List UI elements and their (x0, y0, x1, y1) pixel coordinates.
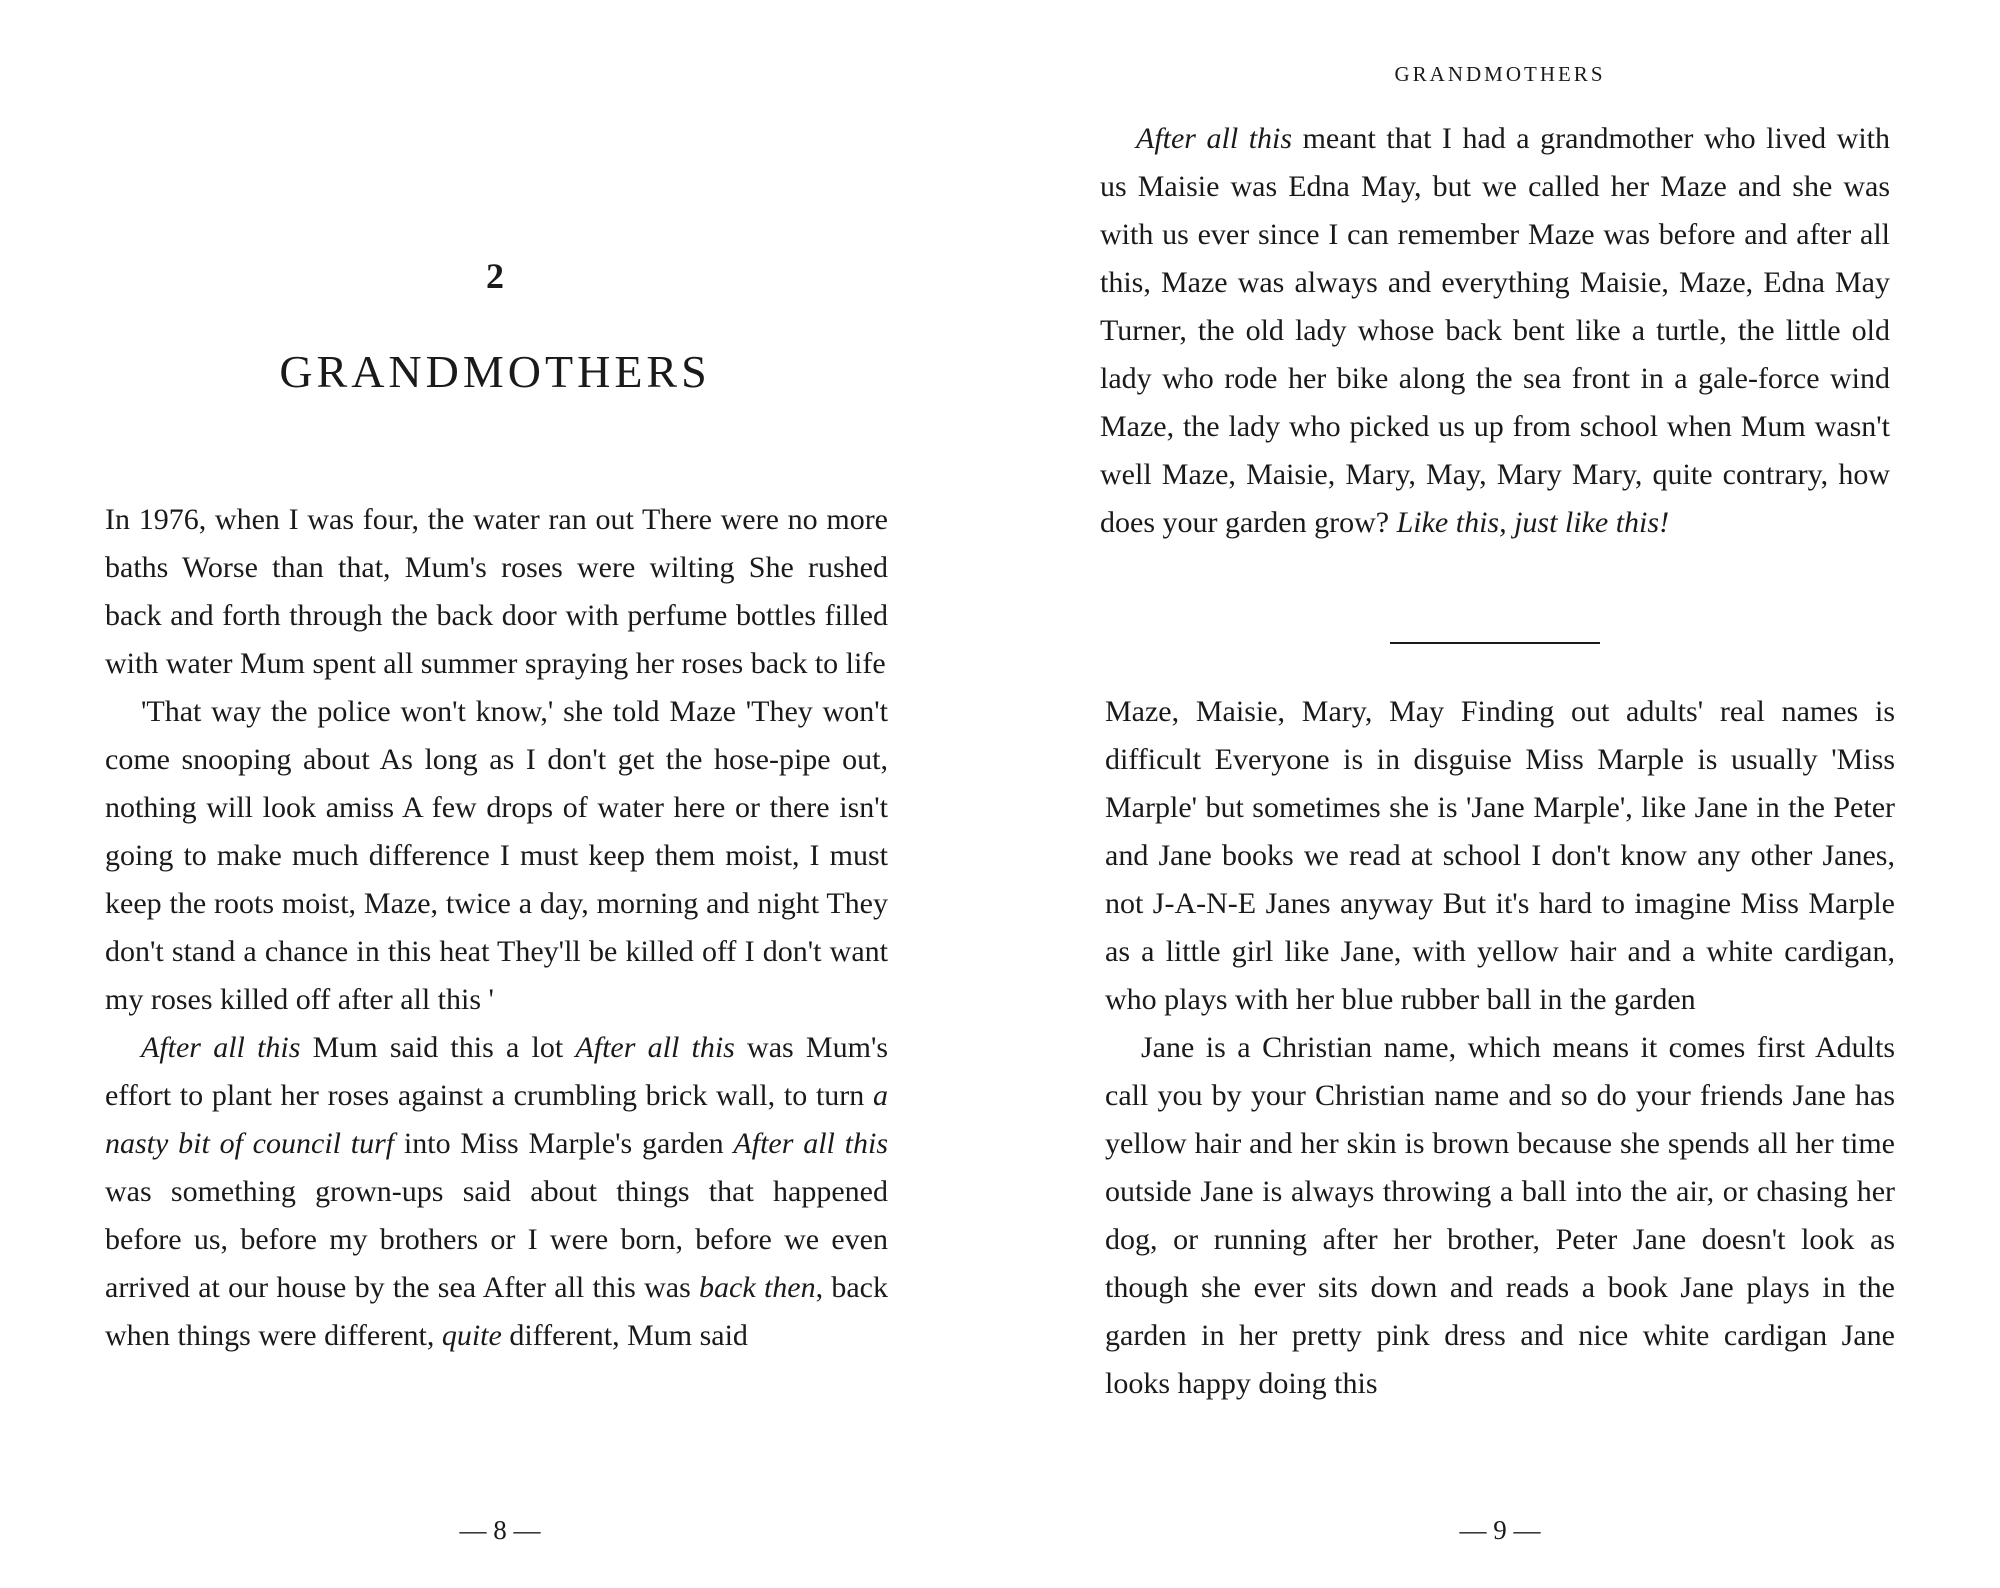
chapter-number: 2 (486, 256, 504, 296)
italic-text-run: After all this (141, 1031, 301, 1064)
page-number-right: — 9 — (1459, 1515, 1541, 1545)
paragraph (105, 496, 888, 688)
paragraph (105, 688, 888, 1024)
text-run: Maze, Maisie, Mary, May Finding out adults' real names is difficult Everyone is in disguise Miss Marple is usually 'Miss Marple' but sometimes she is 'Jane Marple', like Jane in the Peter and Jane books we read at school I don't know any other Janes, not J-A-N-E Janes anyway But it's hard to imagine Miss Marple as a little girl like Jane, with yellow hair and a white cardigan, who plays with her blue rubber ball in the garden (1105, 695, 1895, 1016)
section-break-rule (1390, 642, 1600, 644)
text-run: In 1976, when I was four, the water ran out There were no more baths Worse than that, Mum's roses were wilting She rushed back and forth through the back door with perfume bottles filled with water Mum spent all summer spraying her roses back to life (105, 503, 888, 680)
paragraph (1100, 115, 1890, 547)
running-head: GRANDMOTHERS (1394, 62, 1606, 86)
chapter-title: GRANDMOTHERS (279, 346, 711, 397)
text-run: was Mum's effort to plant her roses against a crumbling brick wall, to turn (105, 1031, 889, 1112)
paragraph (105, 1024, 888, 1360)
italic-text-run: Like this, just like this! (1396, 506, 1670, 539)
text-run: Jane is a Christian name, which means it comes first Adults call you by your Christian name and so do your friends Jane has yellow hair and her skin is brown because she spends all her time outside Jane is always throwing a ball into the air, or chasing her dog, or running after her brother, Peter Jane doesn't look as though she ever sits down and reads a book Jane plays in the garden in her pretty pink dress and nice white cardigan Jane looks happy doing this (1105, 1031, 1895, 1400)
text-run: , back when things were different, (105, 1271, 888, 1352)
text-run: was something grown-ups said about things that happened before us, before my brothers or I were born, before we even arrived at our house by the sea After all this was (105, 1175, 888, 1304)
italic-text-run: After all this (1136, 122, 1293, 155)
page-number-left: — 8 — (459, 1515, 541, 1545)
text-run: meant that I had a grandmother who lived with us Maisie was Edna May, but we called her Maze and she was with us ever since I can remember Maze was before and after all this, Maze was always and everything Maisie, Maze, Edna May Turner, the old lady whose back bent like a turtle, the little old lady who rode her bike along the sea front in a gale-force wind Maze, the lady who picked us up from school when Mum wasn't well Maze, Maisie, Mary, May, Mary Mary, quite contrary, how does your garden grow? (1100, 122, 1890, 539)
italic-text-run: After all this (575, 1031, 735, 1064)
text-run: 'That way the police won't know,' she told Maze 'They won't come snooping about As long as I don't get the hose-pipe out, nothing will look amiss A few drops of water here or there isn't going to make much difference I must keep them moist, I must keep the roots moist, Maze, twice a day, morning and night They don't stand a chance in this heat They'll be killed off I don't want my roses killed off after all this ' (105, 695, 888, 1016)
text-run: into Miss Marple's garden (394, 1127, 734, 1160)
paragraph (1105, 1024, 1895, 1408)
italic-text-run: quite (441, 1319, 502, 1352)
italic-text-run: a nasty bit of council turf (105, 1079, 888, 1160)
left-body-text (105, 496, 888, 1360)
text-run: Mum said this a lot (300, 1031, 576, 1064)
right-body-text-top (1100, 115, 1890, 547)
right-body-text-bottom (1105, 688, 1895, 1408)
paragraph (1105, 688, 1895, 1024)
italic-text-run: After all this (733, 1127, 888, 1160)
text-run: different, Mum said (501, 1319, 748, 1352)
right-page (1000, 0, 2000, 1588)
italic-text-run: back then (699, 1271, 816, 1304)
